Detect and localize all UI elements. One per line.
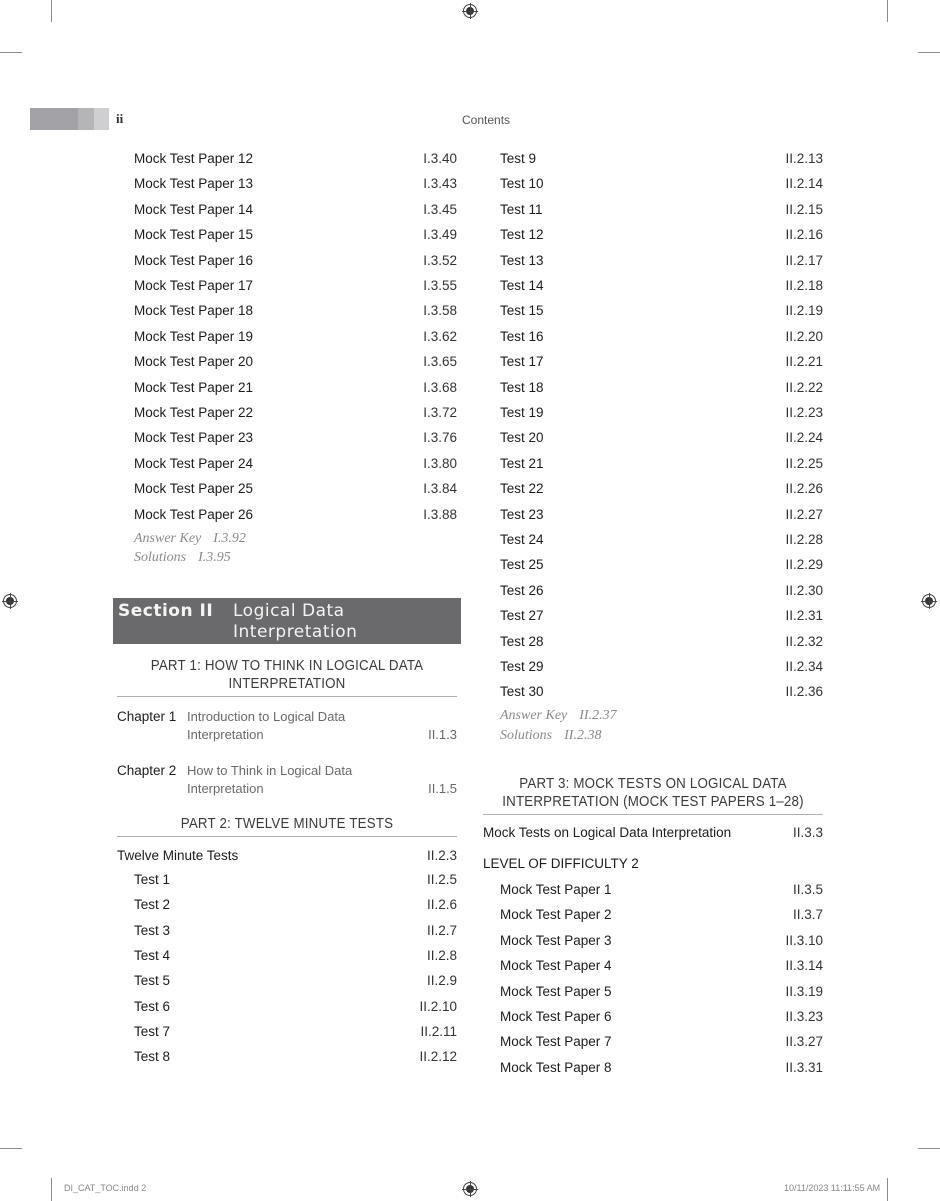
entry-label: Test 27: [500, 608, 544, 624]
entry-page: II.2.18: [785, 278, 823, 293]
twelve-minute-tests-entry[interactable]: [117, 847, 457, 865]
entry-page: II.2.31: [785, 608, 823, 624]
entry-label: Mock Test Paper 26: [134, 506, 254, 522]
toc-entry[interactable]: [134, 480, 457, 498]
entry-label: Mock Test Paper 6: [500, 1009, 612, 1024]
entry-page: II.2.15: [785, 201, 823, 217]
toc-entry[interactable]: [134, 896, 457, 914]
toc-entry[interactable]: [134, 947, 457, 965]
entry-label: Mock Test Paper 16: [134, 252, 254, 268]
toc-entry[interactable]: [134, 353, 457, 371]
entry-page: II.2.21: [785, 354, 823, 370]
entry-label: Test 3: [134, 922, 171, 938]
crop-mark: [918, 1148, 940, 1149]
difficulty-level-label: LEVEL OF DIFFICULTY 2: [483, 856, 639, 871]
toc-entry[interactable]: [500, 506, 823, 524]
entry-page: I.3.62: [423, 328, 457, 344]
entry-page: I.3.88: [423, 506, 457, 522]
entry-label: Mock Test Paper 23: [134, 430, 254, 446]
entry-page: II.2.13: [785, 151, 823, 166]
entry-page: II.2.36: [785, 684, 823, 700]
entry-label: Test 17: [500, 354, 544, 370]
entry-label: Mock Test Paper 8: [500, 1059, 612, 1075]
entry-label: Mock Test Paper 25: [134, 481, 254, 497]
entry-page: I.3.65: [423, 354, 457, 370]
divider: [483, 814, 823, 815]
registration-mark-icon: [922, 594, 936, 608]
toc-entry[interactable]: [134, 922, 457, 940]
crop-mark: [0, 1148, 22, 1149]
entry-label: Mock Test Paper 14: [134, 201, 254, 217]
entry-label: Test 14: [500, 278, 544, 293]
entry-label: Test 21: [500, 455, 544, 471]
entry-label: Test 4: [134, 947, 171, 963]
entry-page: II.2.9: [426, 973, 457, 989]
entry-label: Test 25: [500, 557, 544, 573]
toc-entry[interactable]: [134, 302, 457, 320]
entry-label: Mock Test Paper 17: [134, 278, 254, 293]
part3-heading-line1: PART 3: MOCK TESTS ON LOGICAL DATA: [519, 776, 787, 792]
mock-tests-intro-entry[interactable]: [483, 824, 823, 842]
toc-entry[interactable]: [500, 1008, 823, 1026]
bar-segment: [30, 108, 78, 130]
crop-mark: [51, 0, 52, 22]
entry-page: II.2.14: [785, 176, 823, 192]
entry-page: II.3.5: [792, 882, 823, 897]
entry-label: Test 16: [500, 328, 544, 344]
toc-entry[interactable]: [134, 175, 457, 193]
entry-page: II.2.22: [785, 379, 823, 395]
entry-page: II.2.3: [426, 848, 457, 863]
section-title-line2: Interpretation: [233, 622, 358, 642]
divider: [117, 836, 457, 837]
entry-label: Test 5: [134, 973, 171, 989]
entry-label: Test 10: [500, 176, 544, 192]
toc-entry[interactable]: [500, 683, 823, 701]
entry-label: Mock Test Paper 4: [500, 958, 612, 974]
toc-entry[interactable]: [134, 252, 457, 270]
entry-page: II.2.29: [785, 557, 823, 573]
toc-entry[interactable]: [500, 429, 823, 447]
registration-mark-icon: [463, 1182, 477, 1196]
entry-page: II.2.5: [426, 872, 457, 887]
entry-label: Test 18: [500, 379, 544, 395]
registration-mark-icon: [3, 594, 17, 608]
header-color-bar: [30, 108, 109, 130]
part1-heading-line1: PART 1: HOW TO THINK IN LOGICAL DATA: [150, 658, 424, 674]
entry-page: II.2.20: [785, 328, 823, 344]
answer-key-entry[interactable]: [500, 708, 617, 724]
entry-page: II.2.30: [785, 582, 823, 598]
entry-label: Test 9: [500, 151, 537, 166]
entry-page: II.3.19: [785, 983, 823, 999]
toc-entry[interactable]: [134, 379, 457, 397]
entry-label: Test 24: [500, 532, 544, 547]
section-heading-band: [113, 598, 461, 644]
answer-key-label: Answer Key: [500, 708, 568, 723]
entry-page: II.2.8: [426, 947, 457, 963]
toc-entry[interactable]: [500, 226, 823, 244]
entry-label: Test 8: [134, 1049, 171, 1065]
divider: [117, 696, 457, 697]
toc-entry[interactable]: [500, 633, 823, 651]
page-number: ii: [116, 111, 124, 126]
toc-entry[interactable]: [500, 607, 823, 625]
entry-page: II.3.27: [785, 1034, 823, 1050]
toc-entry[interactable]: [134, 998, 457, 1016]
entry-label: Mock Tests on Logical Data Interpretation: [483, 825, 732, 840]
entry-label: Test 15: [500, 303, 544, 319]
entry-label: Test 26: [500, 582, 544, 598]
entry-label: Mock Test Paper 13: [134, 176, 254, 192]
toc-entry[interactable]: [500, 455, 823, 473]
entry-page: II.2.34: [785, 659, 823, 674]
chapter-title: Introduction to Logical Data Interpretation: [187, 709, 346, 742]
toc-entry[interactable]: [500, 983, 823, 1001]
registration-mark-icon: [463, 4, 477, 18]
crop-mark: [887, 0, 888, 22]
toc-entry[interactable]: [500, 932, 823, 950]
toc-entry[interactable]: [500, 556, 823, 574]
crop-mark: [918, 52, 940, 53]
bar-segment: [78, 108, 94, 130]
entry-label: Test 6: [134, 998, 171, 1014]
toc-entry[interactable]: [500, 906, 823, 924]
toc-entry[interactable]: [500, 175, 823, 193]
chapter-entry[interactable]: [117, 708, 457, 744]
crop-mark: [0, 52, 22, 53]
chapter-page: II.1.5: [428, 781, 457, 796]
solutions-page: II.2.38: [564, 728, 602, 743]
part3-heading-line2: INTERPRETATION (MOCK TEST PAPERS 1–28): [502, 794, 804, 810]
entry-page: II.3.10: [785, 932, 823, 948]
entry-label: Mock Test Paper 20: [134, 354, 254, 370]
entry-label: Mock Test Paper 24: [134, 455, 254, 471]
entry-page: II.2.11: [420, 1023, 457, 1039]
entry-label: Test 13: [500, 252, 544, 268]
entry-label: Test 1: [134, 872, 171, 887]
crop-mark: [887, 1178, 888, 1201]
toc-entry[interactable]: [134, 871, 457, 889]
toc-entry[interactable]: [134, 226, 457, 244]
entry-page: II.2.6: [426, 897, 457, 913]
entry-label: Test 11: [500, 201, 543, 217]
entry-page: II.3.14: [785, 958, 823, 974]
entry-page: II.2.16: [785, 227, 823, 243]
chapter-entry[interactable]: [117, 762, 457, 798]
toc-entry[interactable]: [500, 201, 823, 219]
entry-label: Test 28: [500, 633, 544, 649]
chapter-label: Chapter 1: [117, 709, 177, 724]
entry-page: II.2.25: [785, 455, 823, 471]
answer-key-label: Answer Key: [134, 531, 202, 546]
entry-label: Test 23: [500, 506, 544, 522]
entry-page: II.3.23: [785, 1009, 823, 1024]
entry-page: I.3.49: [423, 227, 457, 243]
answer-key-entry[interactable]: [134, 531, 246, 547]
entry-page: I.3.80: [423, 455, 457, 471]
toc-entry[interactable]: [134, 404, 457, 422]
solutions-entry[interactable]: [500, 728, 601, 744]
toc-entry[interactable]: [134, 972, 457, 990]
toc-entry[interactable]: [500, 379, 823, 397]
slug-file-name: DI_CAT_TOC.indd 2: [64, 1183, 147, 1193]
toc-entry[interactable]: [134, 455, 457, 473]
toc-entry[interactable]: [500, 252, 823, 270]
entry-label: Test 12: [500, 227, 544, 243]
solutions-entry[interactable]: [134, 550, 231, 566]
entry-page: I.3.52: [423, 252, 457, 268]
entry-label: Test 19: [500, 405, 544, 420]
entry-label: Test 7: [134, 1023, 171, 1039]
toc-entry[interactable]: [500, 957, 823, 975]
entry-label: Mock Test Paper 2: [500, 907, 612, 923]
crop-mark: [51, 1178, 52, 1201]
solutions-label: Solutions: [134, 550, 187, 565]
toc-entry[interactable]: [134, 201, 457, 219]
part3-heading: [492, 775, 814, 811]
entry-label: Test 29: [500, 659, 544, 674]
entry-page: I.3.40: [423, 151, 457, 166]
entry-label: Mock Test Paper 18: [134, 303, 254, 319]
entry-label: Mock Test Paper 22: [134, 405, 254, 420]
entry-page: I.3.45: [423, 201, 457, 217]
answer-key-page: I.3.92: [213, 531, 246, 546]
running-title: Contents: [462, 113, 511, 127]
toc-entry[interactable]: [500, 404, 823, 422]
entry-page: I.3.84: [423, 481, 457, 497]
toc-entry[interactable]: [500, 881, 823, 899]
entry-page: I.3.43: [423, 176, 457, 192]
entry-label: Test 22: [500, 481, 544, 497]
entry-label: Mock Test Paper 12: [134, 151, 254, 166]
entry-label: Twelve Minute Tests: [117, 848, 239, 863]
solutions-page: I.3.95: [198, 550, 231, 565]
entry-page: I.3.58: [423, 303, 457, 319]
answer-key-page: II.2.37: [579, 708, 617, 723]
part1-heading-line2: INTERPRETATION: [228, 676, 346, 692]
entry-label: Mock Test Paper 21: [134, 379, 254, 395]
entry-label: Test 2: [134, 897, 171, 913]
part1-heading: [127, 657, 447, 693]
entry-label: Test 20: [500, 430, 544, 446]
entry-page: II.2.7: [426, 922, 457, 938]
toc-entry[interactable]: [500, 277, 823, 295]
toc-entry[interactable]: [500, 353, 823, 371]
entry-label: Test 30: [500, 684, 544, 700]
toc-entry[interactable]: [134, 277, 457, 295]
entry-page: II.3.7: [792, 907, 823, 923]
entry-page: II.3.3: [792, 825, 823, 840]
chapter-label: Chapter 2: [117, 763, 177, 778]
section-number: Section II: [118, 601, 214, 621]
toc-entry[interactable]: [500, 1033, 823, 1051]
entry-page: II.2.23: [785, 405, 823, 420]
entry-label: Mock Test Paper 3: [500, 932, 612, 948]
entry-page: I.3.55: [423, 278, 457, 293]
part2-heading: PART 2: TWELVE MINUTE TESTS: [180, 816, 394, 832]
entry-label: Mock Test Paper 15: [134, 227, 254, 243]
toc-entry[interactable]: [134, 150, 457, 168]
toc-entry[interactable]: [134, 328, 457, 346]
solutions-label: Solutions: [500, 728, 553, 743]
entry-page: II.2.32: [785, 633, 823, 649]
entry-page: II.2.19: [785, 303, 823, 319]
entry-page: II.2.27: [785, 506, 823, 522]
entry-label: Mock Test Paper 1: [500, 882, 612, 897]
toc-entry[interactable]: [134, 1048, 457, 1066]
entry-page: II.2.12: [419, 1049, 457, 1065]
entry-page: II.2.24: [785, 430, 823, 446]
toc-entry[interactable]: [134, 429, 457, 447]
entry-page: I.3.72: [423, 405, 457, 420]
entry-page: II.2.17: [785, 252, 823, 268]
toc-entry[interactable]: [500, 150, 823, 168]
toc-entry[interactable]: [500, 302, 823, 320]
entry-label: Mock Test Paper 5: [500, 983, 612, 999]
toc-entry[interactable]: [500, 582, 823, 600]
section-title-line1: Logical Data: [233, 601, 345, 621]
toc-entry[interactable]: [500, 1059, 823, 1077]
toc-entry[interactable]: [500, 328, 823, 346]
entry-label: Mock Test Paper 7: [500, 1034, 612, 1050]
entry-page: I.3.76: [423, 430, 457, 446]
toc-entry[interactable]: [134, 1023, 457, 1041]
bar-segment: [94, 108, 109, 130]
slug-timestamp: 10/11/2023 11:11:55 AM: [784, 1183, 881, 1193]
entry-page: II.3.31: [785, 1059, 823, 1075]
entry-page: II.2.10: [419, 998, 457, 1014]
entry-page: II.2.28: [785, 532, 823, 547]
toc-entry[interactable]: [500, 480, 823, 498]
entry-page: II.2.26: [785, 481, 823, 497]
chapter-page: II.1.3: [428, 727, 457, 742]
entry-label: Mock Test Paper 19: [134, 328, 254, 344]
toc-entry[interactable]: [134, 506, 457, 524]
entry-page: I.3.68: [423, 379, 457, 395]
toc-entry[interactable]: [500, 658, 823, 676]
chapter-title: How to Think in Logical Data Interpretation: [187, 763, 353, 796]
toc-entry[interactable]: [500, 531, 823, 549]
